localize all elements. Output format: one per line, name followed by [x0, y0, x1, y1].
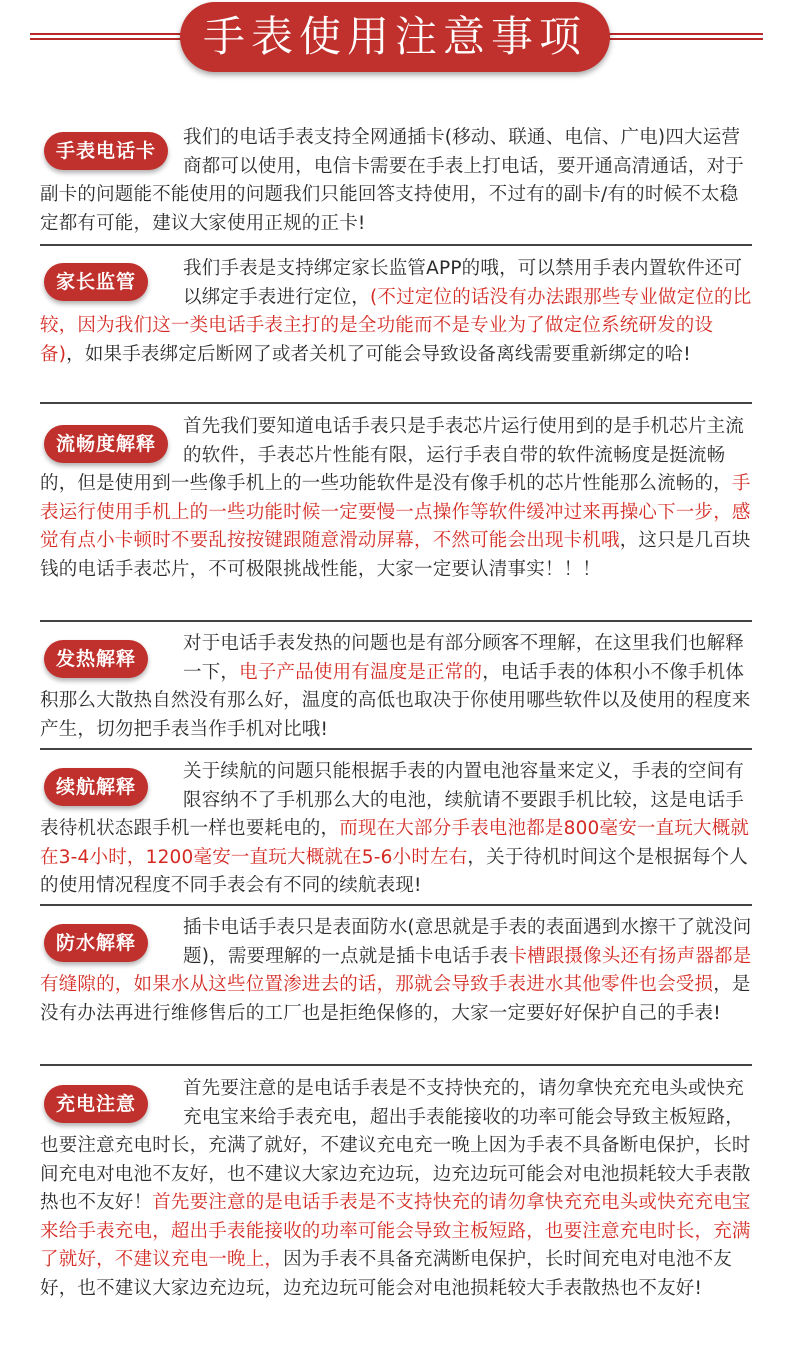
page-title: 手表使用注意事项	[180, 2, 610, 72]
section-charging	[40, 1075, 752, 1303]
section-divider	[40, 244, 752, 246]
section-smoothness	[40, 413, 752, 584]
section-sim-card	[40, 124, 752, 238]
header-rule-right	[585, 33, 763, 40]
section-badge: 充电注意	[44, 1085, 148, 1123]
section-text: 关于续航的问题只能根据手表的内置电池容量来定义，手表的空间有限容纳不了手机那么大的电池，续航请不要跟手机比较，这是电话手表待机状态跟手机一样也要耗电的，而现在大部分手表电池都是800毫安一直玩大概就在3-4小时，1200毫安一直玩大概就在5-6小时左右，关于待机时间这个是根据每个人的使用情况程度不同手表会有不同的续航表现!	[40, 761, 750, 896]
section-badge: 流畅度解释	[44, 425, 168, 463]
section-text: 插卡电话手表只是表面防水(意思就是手表的表面遇到水擦干了就没问题)，需要理解的一点就是插卡电话手表卡槽跟摄像头还有扬声器都是有缝隙的，如果水从这些位置渗进去的话，那就会导致手表进水其他零件也会受损，是没有办法再进行维修售后的工厂也是拒绝保修的，大家一定要好好保护自己的手表!	[40, 917, 752, 1024]
page-header	[0, 0, 790, 80]
section-divider	[40, 1064, 752, 1066]
section-divider	[40, 620, 752, 622]
section-parental-control	[40, 255, 752, 369]
section-text: 首先我们要知道电话手表只是手表芯片运行使用到的是手机芯片主流的软件，手表芯片性能有限，运行手表自带的软件流畅度是挺流畅的，但是使用到一些像手机上的一些功能软件是没有像手机的芯片性能那么流畅的，手表运行使用手机上的一些功能时候一定要慢一点操作等软件缓冲过来再操心下一步，感觉有点小卡顿时不要乱按按键跟随意滑动屏幕，不然可能会出现卡机哦，这只是几百块钱的电话手表芯片，不可极限挑战性能，大家一定要认清事实！！！	[40, 416, 751, 580]
section-text: 对于电话手表发热的问题也是有部分顾客不理解，在这里我们也解释一下，电子产品使用有温度是正常的，电话手表的体积小不像手机体积那么大散热自然没有那么好，温度的高低也取决于你使用哪些软件以及使用的程度来产生，切勿把手表当作手机对比哦!	[40, 633, 751, 740]
section-badge: 续航解释	[44, 768, 148, 806]
section-badge: 发热解释	[44, 640, 148, 678]
section-battery	[40, 758, 752, 901]
header-rule-left	[30, 33, 205, 40]
section-heat	[40, 630, 752, 744]
section-divider	[40, 402, 752, 404]
section-text: 我们手表是支持绑定家长监管APP的哦，可以禁用手表内置软件还可以绑定手表进行定位，(不过定位的话没有办法跟那些专业做定位的比较，因为我们这一类电话手表主打的是全功能而不是专业为了做定位系统研发的设备)，如果手表绑定后断网了或者关机了可能会导致设备离线需要重新绑定的哈!	[40, 258, 752, 365]
section-text: 我们的电话手表支持全网通插卡(移动、联通、电信、广电)四大运营商都可以使用，电信卡需要在手表上打电话，要开通高清通话，对于副卡的问题能不能使用的问题我们只能回答支持使用，不过有的副卡/有的时候不太稳定都有可能，建议大家使用正规的正卡!	[40, 127, 745, 234]
section-text: 首先要注意的是电话手表是不支持快充的，请勿拿快充充电头或快充充电宝来给手表充电，超出手表能接收的功率可能会导致主板短路，也要注意充电时长，充满了就好，不建议充电充一晚上因为手表不具备断电保护，长时间充电对电池不友好，也不建议大家边充边玩，边充边玩可能会对电池损耗较大手表散热也不友好！首先要注意的是电话手表是不支持快充的请勿拿快充充电头或快充充电宝来给手表充电，超出手表能接收的功率可能会导致主板短路，也要注意充电时长，充满了就好，不建议充电一晚上，因为手表不具备充满断电保护，长时间充电对电池不友好，也不建议大家边充边玩，边充边玩可能会对电池损耗较大手表散热也不友好!	[40, 1078, 751, 1299]
section-badge: 防水解释	[44, 924, 148, 962]
section-divider	[40, 748, 752, 750]
section-waterproof	[40, 914, 752, 1028]
section-badge: 手表电话卡	[44, 132, 168, 170]
section-divider	[40, 904, 752, 906]
section-badge: 家长监管	[44, 263, 148, 301]
